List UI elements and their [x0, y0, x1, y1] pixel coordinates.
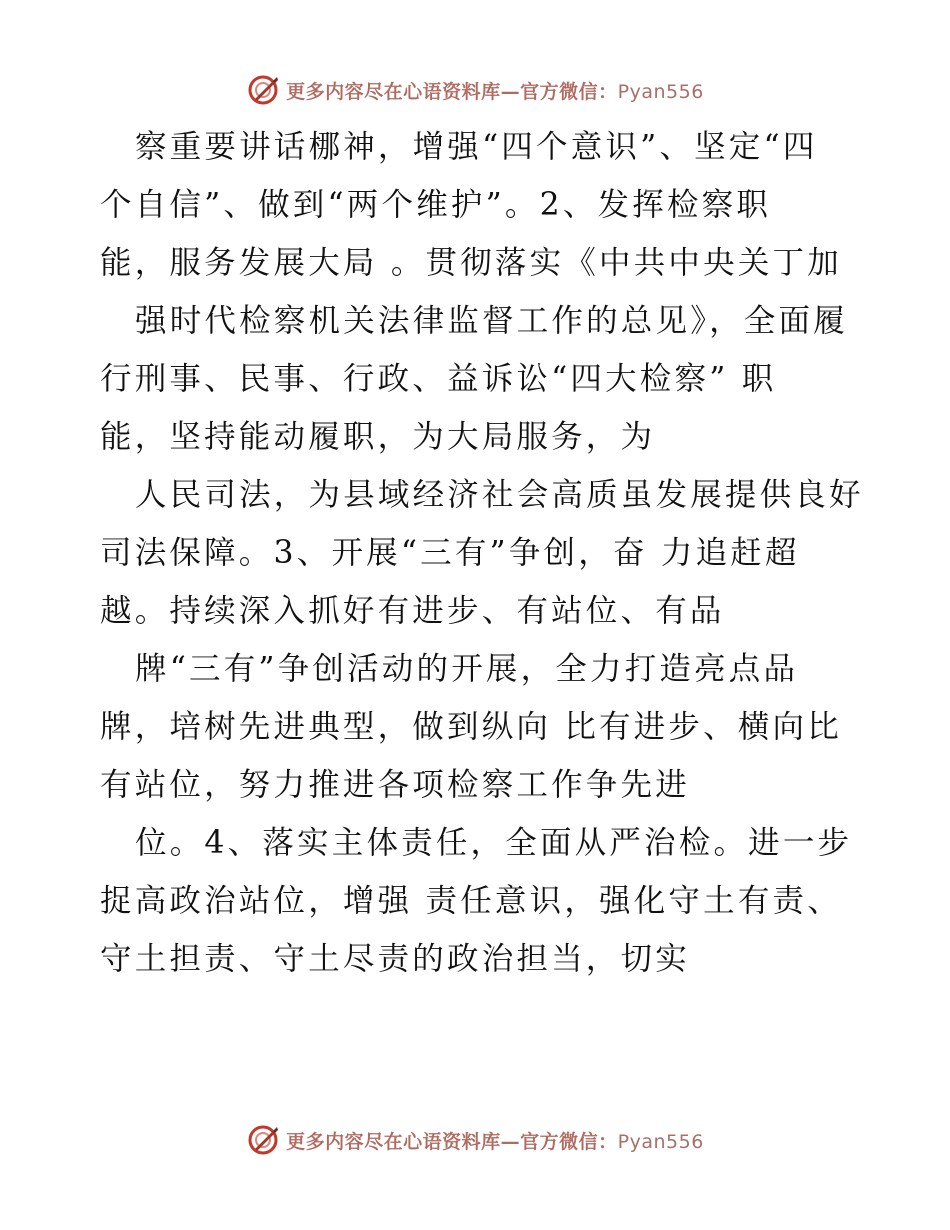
document-line: 行刑事、民事、行政、益诉讼“四大检察” 职 — [100, 361, 777, 397]
document-line: 牌“三有”争创活动的开展，全力打造亮点品 — [135, 651, 799, 687]
document-line: 守土担责、守土尽责的政治担当，切实 — [100, 941, 690, 977]
header-banner-text: 更多内容尽在心语资料库—官方微信：Pyan556 — [286, 80, 704, 103]
header-wechat-id: Pyan556 — [617, 80, 704, 103]
footer-watermark-banner — [0, 1122, 950, 1158]
document-line: 位。4、落实主体责任，全面从严治检。进一步 — [135, 825, 853, 861]
document-line: 人民司法，为县域经济社会高质虽发展提供良好 — [135, 477, 864, 513]
document-line: 个自信”、做到“两个维护”。2、发挥检察职 — [100, 187, 772, 223]
footer-banner-text: 更多内容尽在心语资料库—官方微信：Pyan556 — [286, 1130, 704, 1153]
document-line: 越。持续深入抓好有进步、有站位、有品 — [100, 593, 725, 629]
document-line: 司法保障。3、开展“三有”争创，奋 力追赶超 — [100, 535, 800, 571]
document-line: 有站位，努力推进各项检察工作争先进 — [100, 767, 690, 803]
footer-wechat-id: Pyan556 — [617, 1130, 704, 1153]
document-line: 能，服务发展大局 。贯彻落实《中共中央关丁加 — [100, 245, 842, 281]
red-pen-logo-icon — [246, 73, 280, 107]
document-line: 牌，培树先进典型，做到纵向 比有进步、横向比 — [100, 709, 842, 745]
header-watermark-banner — [0, 72, 950, 108]
red-pen-logo-icon — [246, 1123, 280, 1157]
document-line: 能，坚持能动履职，为大局服务，为 — [100, 419, 656, 455]
document-line: 察重要讲话梛神，增强“四个意识”、坚定“四 — [135, 129, 818, 165]
document-line: 捉高政治站位，增强 责任意识，强化守土有责、 — [100, 883, 842, 919]
document-line: 强时代检察机关法律监督工作的总见》，全面履 — [135, 303, 848, 339]
